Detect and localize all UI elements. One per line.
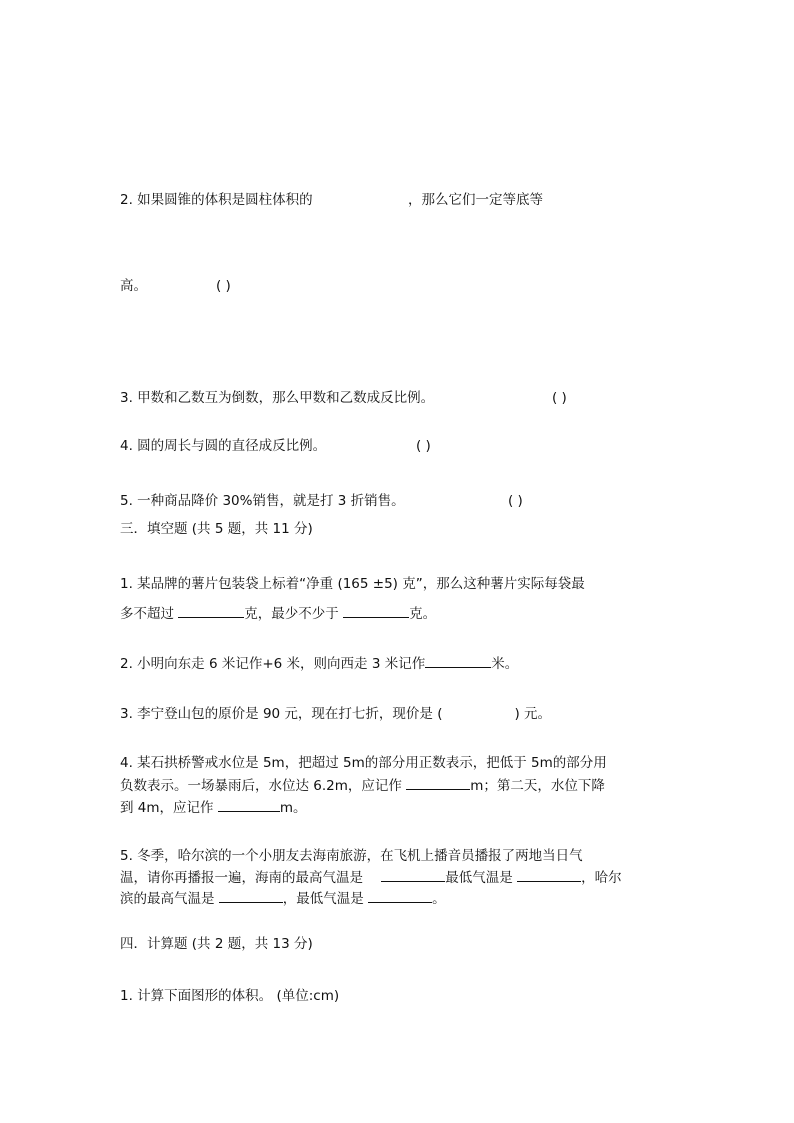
fill-q3-text-b: ) 元。 [514,706,552,722]
fill-question-4-line2 [120,775,605,796]
fill-q4-text-a: 负数表示。一场暴雨后，水位达 6.2m，应记作 [120,778,402,794]
judge-q3-text: 3. 甲数和乙数互为倒数，那么甲数和乙数成反比例。 [120,390,435,406]
section-3-heading [120,519,313,539]
fill-question-1-line1 [120,574,585,594]
fill-q1-blank-max[interactable] [178,603,244,618]
judge-q3-answer-paren[interactable]: ( ) [552,390,567,406]
fill-q1-blank-min[interactable] [343,603,409,618]
judge-q2-text-a: 2. 如果圆锥的体积是圆柱体积的 [120,192,313,208]
judge-question-5 [120,491,405,511]
fill-q1-text-b: 克，最少不少于 [244,606,339,622]
fill-q2-blank[interactable] [425,653,491,668]
fill-q5-blank-harbin-low[interactable] [368,888,432,903]
fill-question-5-line3 [120,888,446,909]
fill-q1-text-a: 多不超过 [120,606,174,622]
fill-q4-text-c: 到 4m，应记作 [120,800,214,816]
fill-question-4-line1 [120,753,607,773]
fill-q4-text-d: m。 [279,800,307,816]
fill-q4-blank-2[interactable] [218,797,280,812]
judge-q5-answer-paren[interactable]: ( ) [508,493,523,509]
fill-q5-text-d: 滨的最高气温是 [120,891,215,907]
fill-question-4-line3 [120,797,306,818]
fill-q5-blank-hainan-high[interactable] [381,867,445,882]
judge-question-2-line1-end [408,190,543,210]
fill-q5-text-e: ，最低气温是 [282,891,364,907]
fill-q4-blank-1[interactable] [406,775,470,790]
calc-question-1 [120,986,339,1006]
fill-q5-text-a: 温，请你再播报一遍，海南的最高气温是 [120,870,363,886]
fill-question-3 [120,704,551,724]
judge-question-3 [120,388,434,408]
fill-q5-blank-hainan-low[interactable] [517,867,581,882]
fill-q2-text-a: 2. 小明向东走 6 米记作+6 米，则向西走 3 米记作 [120,656,426,672]
fill-q2-text-b: 米。 [491,656,519,672]
fill-question-5-line1 [120,846,583,866]
calc-q1-text: 1. 计算下面图形的体积。 (单位:cm) [120,988,340,1004]
fill-q3-text-a: 3. 李宁登山包的原价是 90 元，现在打七折，现价是 ( [120,706,443,722]
fill-q5-text-f: 。 [432,891,446,907]
judge-q2-text-c: 高。 [120,278,147,294]
fill-q4-text-b: m；第二天，水位下降 [470,778,605,794]
judge-question-4 [120,436,326,456]
section-4-heading [120,934,313,954]
judge-q4-text: 4. 圆的周长与圆的直径成反比例。 [120,438,327,454]
fill-q4-text: 4. 某石拱桥警戒水位是 5m，把超过 5m的部分用正数表示，把低于 5m的部分用 [120,755,607,771]
section-4-title: 四．计算题 (共 2 题，共 13 分) [120,936,313,952]
fill-q5-text-c: ，哈尔 [581,870,622,886]
fill-q1-text-c: 克。 [409,606,437,622]
fill-q1-text: 1. 某品牌的薯片包装袋上标着“净重 (165 ±5) 克”，那么这种薯片实际每袋最 [120,576,585,592]
judge-q2-text-b: ，那么它们一定等底等 [408,192,543,208]
fill-question-2 [120,653,518,674]
fill-q5-blank-harbin-high[interactable] [219,888,283,903]
fill-question-5-line2 [120,867,622,888]
fill-question-1-line2 [120,603,436,624]
judge-question-2-line1 [120,190,313,210]
judge-q4-answer-paren[interactable]: ( ) [416,438,431,454]
fill-q5-text-b: 最低气温是 [445,870,513,886]
fill-q5-text: 5. 冬季，哈尔滨的一个小朋友去海南旅游，在飞机上播音员播报了两地当日气 [120,848,583,864]
judge-q5-text: 5. 一种商品降价 30%销售，就是打 3 折销售。 [120,493,405,509]
judge-q2-answer-paren[interactable]: ( ) [216,278,231,294]
judge-question-2-line2 [120,276,147,296]
section-3-title: 三．填空题 (共 5 题，共 11 分) [120,521,313,537]
